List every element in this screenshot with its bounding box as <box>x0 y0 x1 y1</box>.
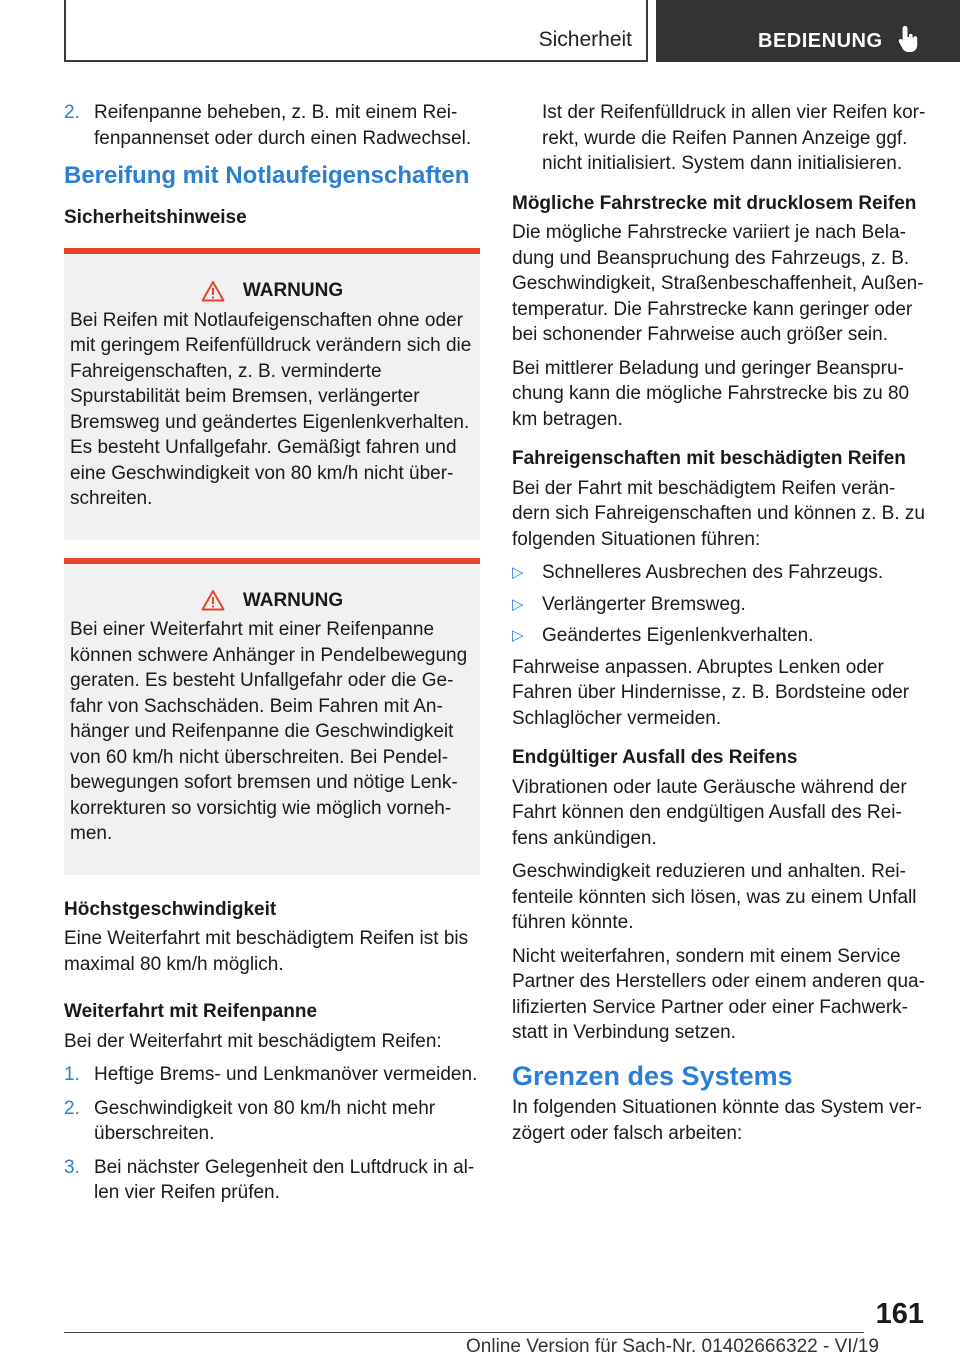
list-text: Bei nächster Gelegenheit den Luftdruck in allen vier Reifen prüfen. <box>94 1156 475 1203</box>
header-section-box <box>64 0 648 62</box>
header-chapter-box <box>656 0 960 62</box>
bullet-text: Geändertes Eigenlenkverhalten. <box>542 625 814 646</box>
warning-text: Bei Reifen mit Notlaufeigenschaften ohne oder mit geringem Reifenfülldruck verändern sich die Fahreigenschaften, z. B. verminderte Spurstabilität beim Bremsen, verlängerter Bremsweg und geändertes Eigenlenkverhalten. Es besteht Unfallgefahr. Gemäßigt fahren und eine Geschwindigkeit von 80 km/h nicht überschreiten. <box>70 309 472 509</box>
warning-text: Bei einer Weiterfahrt mit einer Reifenpanne können schwere Anhänger in Pendelbewegung geraten. Es besteht Unfallgefahr oder die Gefahr von Sachschäden. Beim Fahren mit Anhänger und Reifenpanne die Geschwindigkeit von 60 km/h nicht überschreiten. Bei Pendelbewegungen sofort bremsen und nötige Lenkkorrekturen so vorsichtig wie möglich vornehmen. <box>70 619 468 844</box>
safety-notes-heading: Sicherheitshinweise <box>64 206 247 228</box>
hand-pointer-icon <box>896 24 922 54</box>
bullet-text: Verlängerter Bremsweg. <box>542 593 746 615</box>
tire-failure-text: Geschwindigkeit reduzieren und anhalten. Reifenteile könnten sich lösen, was zu einem Unfall führen könnte. <box>512 861 917 933</box>
triangle-bullet-icon: ▷ <box>512 627 524 644</box>
section-heading-runflat: Bereifung mit Notlaufeigenschaften <box>64 162 470 189</box>
list-number: 2. <box>64 1097 80 1119</box>
list-number: 3. <box>64 1156 80 1178</box>
max-speed-heading: Höchstgeschwindigkeit <box>64 898 277 920</box>
tire-failure-heading: Endgültiger Ausfall des Reifens <box>512 747 798 768</box>
distance-text: Die mögliche Fahrstrecke variiert je nach Beladung und Beanspruchung des Fahrzeugs, z. B. Geschwindigkeit, Straßenbeschaffenheit, Außentemperatur. Die Fahrstrecke kann geringer oder bei schonender Fahrweise auch größer sein. <box>512 222 924 345</box>
list-item <box>512 560 926 586</box>
warning-triangle-icon <box>201 589 225 611</box>
left-column <box>64 100 480 1214</box>
list-text: Geschwindigkeit von 80 km/h nicht mehr überschreiten. <box>94 1097 436 1144</box>
intro-text: Ist der Reifenfülldruck in allen vier Reifen korrekt, wurde die Reifen Pannen Anzeige ggf. nicht initialisiert. System dann initialisieren. <box>542 102 926 174</box>
warning-label: WARNUNG <box>242 280 344 301</box>
warning-title <box>70 278 474 304</box>
list-text: Heftige Brems- und Lenkmanöver vermeiden. <box>94 1064 478 1085</box>
right-column <box>512 100 926 1154</box>
list-item <box>64 1155 480 1206</box>
damaged-tires-heading: Fahreigenschaften mit beschädigten Reifen <box>512 448 906 469</box>
warning-triangle-icon <box>201 280 225 302</box>
damaged-tires-text: Bei der Fahrt mit beschädigtem Reifen verändern sich Fahreigenschaften und können z. B. zu folgenden Situationen führen: <box>512 477 925 550</box>
triangle-bullet-icon: ▷ <box>512 595 524 613</box>
header-section-title: Sicherheit <box>538 28 632 51</box>
warning-box <box>64 558 480 875</box>
footer-divider <box>64 1332 864 1333</box>
system-limits-heading: Grenzen des Systems <box>512 1060 793 1091</box>
continue-driving-text: Bei der Weiterfahrt mit beschädigtem Reifen: <box>64 1030 442 1052</box>
distance-text: Bei mittlerer Beladung und geringer Beanspruchung kann die mögliche Fahrstrecke bis zu 80 km betragen. <box>512 357 910 430</box>
header-chapter-title: BEDIENUNG <box>758 30 883 52</box>
triangle-bullet-icon: ▷ <box>512 564 524 581</box>
distance-heading: Mögliche Fahrstrecke mit drucklosem Reifen <box>512 192 917 214</box>
list-item <box>64 1062 480 1088</box>
page-number: 161 <box>875 1298 924 1330</box>
list-item <box>512 623 926 649</box>
warning-box <box>64 248 480 540</box>
bullet-text: Schnelleres Ausbrechen des Fahrzeugs. <box>542 562 884 583</box>
max-speed-text: Eine Weiterfahrt mit beschädigtem Reifen ist bis maximal 80 km/h möglich. <box>64 928 469 975</box>
tire-failure-text: Nicht weiterfahren, sondern mit einem Service Partner des Herstellers oder einem anderen qualifizierten Service Partner oder einer Fachwerkstatt in Verbindung setzen. <box>512 945 925 1043</box>
adjust-driving-text: Fahrweise anpassen. Abruptes Lenken oder Fahren über Hindernisse, z. B. Bordsteine oder Schlaglöcher vermeiden. <box>512 656 910 729</box>
list-item <box>64 100 480 151</box>
system-limits-text: In folgenden Situationen könnte das System verzögert oder falsch arbeiten: <box>512 1097 922 1144</box>
tire-failure-text: Vibrationen oder laute Geräusche während der Fahrt können den endgültigen Ausfall des Reifens ankündigen. <box>512 776 907 849</box>
warning-title <box>70 588 474 614</box>
list-number: 2. <box>64 102 80 123</box>
footer-text: Online Version für Sach-Nr. 01402666322 - VI/19 <box>466 1336 879 1357</box>
list-item <box>512 592 926 618</box>
list-item <box>64 1096 480 1147</box>
continue-driving-heading: Weiterfahrt mit Reifenpanne <box>64 1001 318 1022</box>
warning-label: WARNUNG <box>242 589 344 611</box>
list-number: 1. <box>64 1064 80 1085</box>
list-text: Reifenpanne beheben, z. B. mit einem Reifenpannenset oder durch einen Radwechsel. <box>94 102 472 149</box>
